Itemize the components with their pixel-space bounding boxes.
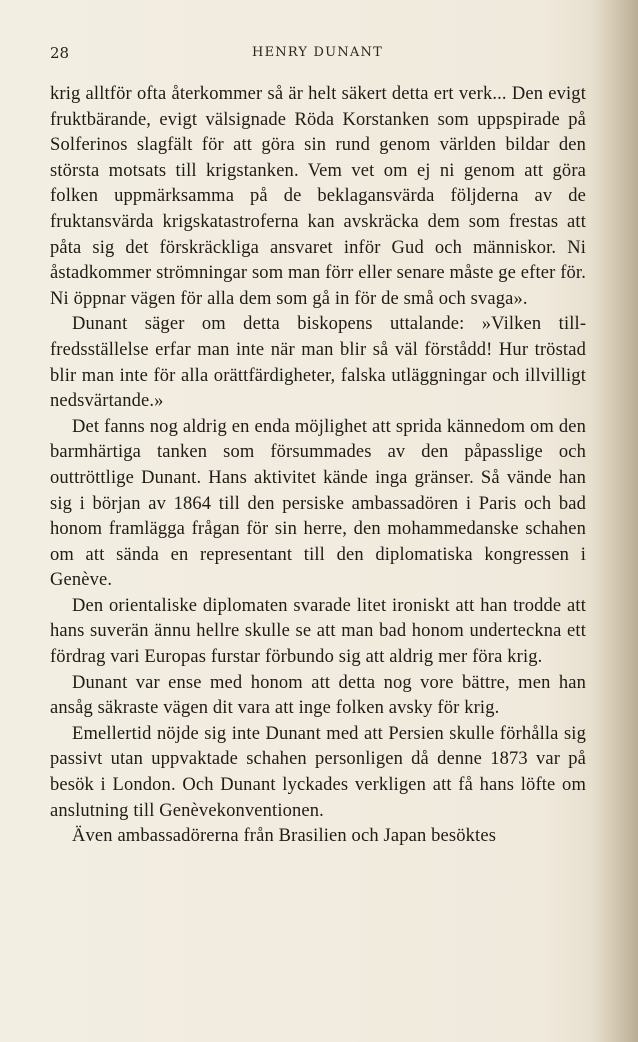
paragraph: Dunant säger om detta biskopens uttalande: »Vilken tillfredsställelse erfar man inte när man blir så väl förstådd! Hur tröstad blir man inte för alla orättfärdigheter, falska utläggningar och illvilligt nedsvärtande.» xyxy=(50,314,586,412)
paragraph: Dunant var ense med honom att detta nog vore bättre, men han ansåg säkraste vägen dit vara att inge folken avsky för krig. xyxy=(50,672,586,719)
running-head: HENRY DUNANT xyxy=(252,45,383,60)
paragraph: Emellertid nöjde sig inte Dunant med att Persien skulle förhålla sig passivt utan uppvaktade schahen personligen då denne 1873 var på besök i London. Och Dunant lyckades verkligen att få hans löfte om anslutning till Genèvekonventionen. xyxy=(50,723,586,821)
page-number: 28 xyxy=(50,44,70,62)
paragraph: Det fanns nog aldrig en enda möjlighet att sprida kännedom om den barmhärtiga tanken som försummades av den påpasslige och outtröttlige Dunant. Hans aktivitet kände inga gränser. Så vände han sig i början av 1864 till den persiske ambassadören i Paris och bad honom framlägga frågan för sin herre, den mohammedanske schahen om att sända en representant till den diplomatiska kongressen i Genève. xyxy=(50,416,586,591)
page-header xyxy=(50,44,585,64)
paragraph: krig alltför ofta återkommer så är helt säkert detta ert verk... Den evigt fruktbärande, evigt välsignade Röda Korstanken som uppspirade på Solferinos slagfält för att göra sin rund genom världen bildar den största motsats till krigstanken. Vem vet om ej ni genom att göra folken uppmärksamma på de beklagansvärda följderna av de fruktansvärda krigskatastroferna kan avskräcka dem som frestas att påta sig det förskräckliga ansvaret inför Gud och människor. Ni åstadkommer strömningar som man förr eller senare måste ge efter för. Ni öppnar vägen för alla dem som gå in för de små och svaga». xyxy=(50,84,586,309)
body-text xyxy=(50,82,586,850)
paragraph: Den orientaliske diplomaten svarade litet ironiskt att han trodde att hans suverän ännu hellre skulle se att man bad honom underteckna ett fördrag vari Europas furstar förbundo sig att aldrig mer föra krig. xyxy=(50,595,586,668)
paragraph: Även ambassadörerna från Brasilien och Japan besöktes xyxy=(72,826,497,847)
